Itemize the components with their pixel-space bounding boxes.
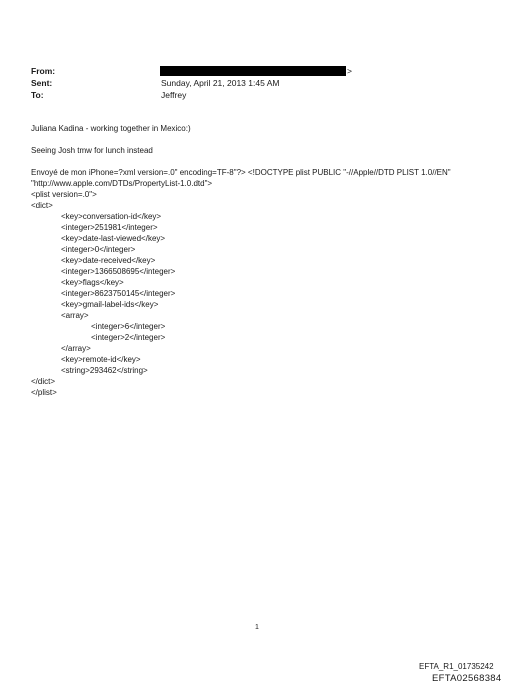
bates-number-primary: EFTA_R1_01735242 (419, 662, 494, 671)
sent-label: Sent: (31, 78, 53, 88)
plist-line: <integer>2</integer> (91, 333, 166, 342)
body-line-1: Juliana Kadina - working together in Mexico:) (31, 124, 191, 133)
plist-line: <key>conversation-id</key> (61, 212, 162, 221)
body-line-4: "http://www.apple.com/DTDs/PropertyList-1.0.dtd"> (31, 179, 213, 188)
plist-line: <plist version=.0"> (31, 190, 97, 199)
body-line-3: Envoyé de mon iPhone=?xml version=.0" encoding=TF-8"?> <!DOCTYPE plist PUBLIC "-//Apple//DTD PLIST 1.0//EN" (31, 168, 451, 177)
plist-line: </dict> (31, 377, 56, 386)
redacted-sender-block (160, 66, 346, 76)
body-line-2: Seeing Josh tmw for lunch instead (31, 146, 153, 155)
plist-line: </array> (61, 344, 91, 353)
plist-line: <key>flags</key> (61, 278, 124, 287)
plist-line: <integer>8623750145</integer> (61, 289, 176, 298)
from-tail: > (347, 66, 352, 76)
plist-line: <array> (61, 311, 89, 320)
page-number: 1 (255, 624, 259, 631)
plist-line: <key>date-last-viewed</key> (61, 234, 166, 243)
plist-line: <integer>6</integer> (91, 322, 166, 331)
to-label: To: (31, 90, 44, 100)
plist-line: <integer>1366508695</integer> (61, 267, 176, 276)
plist-line: <key>remote-id</key> (61, 355, 141, 364)
plist-line: <integer>0</integer> (61, 245, 136, 254)
to-recipient: Jeffrey (161, 90, 187, 100)
plist-line: </plist> (31, 388, 57, 397)
bates-number-secondary: EFTA02568384 (432, 673, 502, 684)
plist-line: <key>gmail-label-ids</key> (61, 300, 159, 309)
sent-date: Sunday, April 21, 2013 1:45 AM (161, 78, 280, 88)
plist-line: <key>date-received</key> (61, 256, 156, 265)
plist-line: <dict> (31, 201, 53, 210)
plist-line: <string>293462</string> (61, 366, 148, 375)
plist-line: <integer>251981</integer> (61, 223, 158, 232)
from-label: From: (31, 66, 56, 76)
